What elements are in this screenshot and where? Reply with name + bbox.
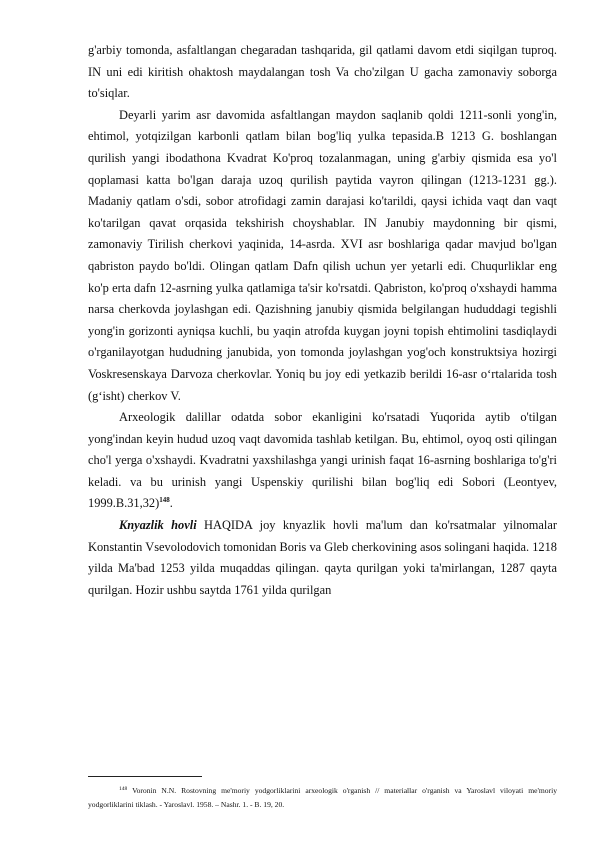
main-text — [88, 40, 557, 601]
footnote-text: Voronin N.N. Rostovning me'moriy yodgorliklarini arxeologik o'rganish // materiallar o'rganish va Yaroslavl viloyati me'moriy yodgorliklarini tiklash. - Yaroslavl. 1958. – Nashr. 1. - B. 19, 20. — [88, 786, 557, 809]
paragraph-2: Deyarli yarim asr davomida asfaltlangan maydon saqlanib qoldi 1211-sonli yong'in, ehtimol, yotqizilgan karbonli qatlam bilan bog'liq yulka tepasida.B 1213 G. boshlangan qurilish yangi ibodathona Kvadrat Ko'proq tozalanmagan, uning g'arbiy qismida esa yo'l qoplamasi katta bo'lgan daraja uzoq qurilish paytida vayron qilingan (1213-1231 gg.). Madaniy qatlam o'sdi, sobor atrofidagi zamin darajasi ko'tarildi, qaysi ichida vaqt dan vaqt ko'tarilgan qavat orqasida tekshirish choyshablar. IN Janubiy maydonning bir qismi, zamonaviy Tirilish cherkovi yaqinida, 14-asrda. XVI asr boshlariga qadar mavjud bo'lgan qabriston paydo bo'ldi. Olingan qatlam Dafn qilish uchun yer yetarli edi. Chuqurliklar eng ko'p erta dafn 12-asrning yulka qatlamiga ta'sir ko'rsatdi. Qabriston, ko'proq o'xshaydi hamma narsa cherkovda joylashgan edi. Qazishning janubiy qismida belgilangan hududdagi tegishli yong'in gorizonti ayniqsa kuchli, bu yaqin atrofda kuygan joyni topish ehtimolini tasdiqlaydi o'rganilayotgan hududning janubida, yon tomonda joylashgan yog'och konstruktsiya hozirgi Voskresenskaya Darvoza cherkovlar. Yoniq bu joy edi yetkazib berildi 16-asr o‘rtalarida tosh (g‘isht) cherkov V. — [88, 107, 557, 403]
paragraph-1: g'arbiy tomonda, asfaltlangan chegaradan tashqarida, gil qatlami davom etdi siqilgan tuproq. IN uni edi kiritish ohaktosh maydalangan tosh Va cho'zilgan U gacha zamonaviy soborga to'siqlar. — [88, 43, 557, 101]
section-heading-inline: Knyazlik hovli — [119, 518, 197, 533]
footnote-reference: 148 — [159, 496, 170, 505]
paragraph-3-text: Arxeologik dalillar odatda sobor ekanligini ko'rsatadi Yuqorida aytib o'tilgan yong'indan keyin hudud uzoq vaqt davomida tashlab ketilgan. Bu, ehtimol, oyoq osti qilingan cho'l yerga o'xshaydi. Kvadratni yaxshilashga yangi urinish faqat 16-asrning boshlariga to'g'ri keladi. va bu urinish yangi Uspenskiy qurilishi bilan bog'liq edi Sobori (Leontyev, 1999.B.31,32) — [88, 410, 557, 511]
paragraph-4 — [88, 515, 557, 601]
footnote-number: 148 — [119, 786, 128, 792]
paragraph-4-text: HAQIDA joy knyazlik hovli ma'lum dan ko'rsatmalar yilnomalar Konstantin Vsevolodovich tomonidan Boris va Gleb cherkovining asos solingani haqida. 1218 yilda Ma'bad 1253 yilda muqaddas qilingan. qayta qurilgan yoki ta'mirlangan, 1287 qayta qurilgan. Hozir ushbu saytda 1761 yilda qurilgan — [88, 518, 557, 597]
footnote-divider — [88, 776, 202, 777]
footnote — [88, 784, 557, 812]
paragraph-3 — [88, 407, 557, 515]
paragraph-3-tail: . — [169, 496, 173, 511]
